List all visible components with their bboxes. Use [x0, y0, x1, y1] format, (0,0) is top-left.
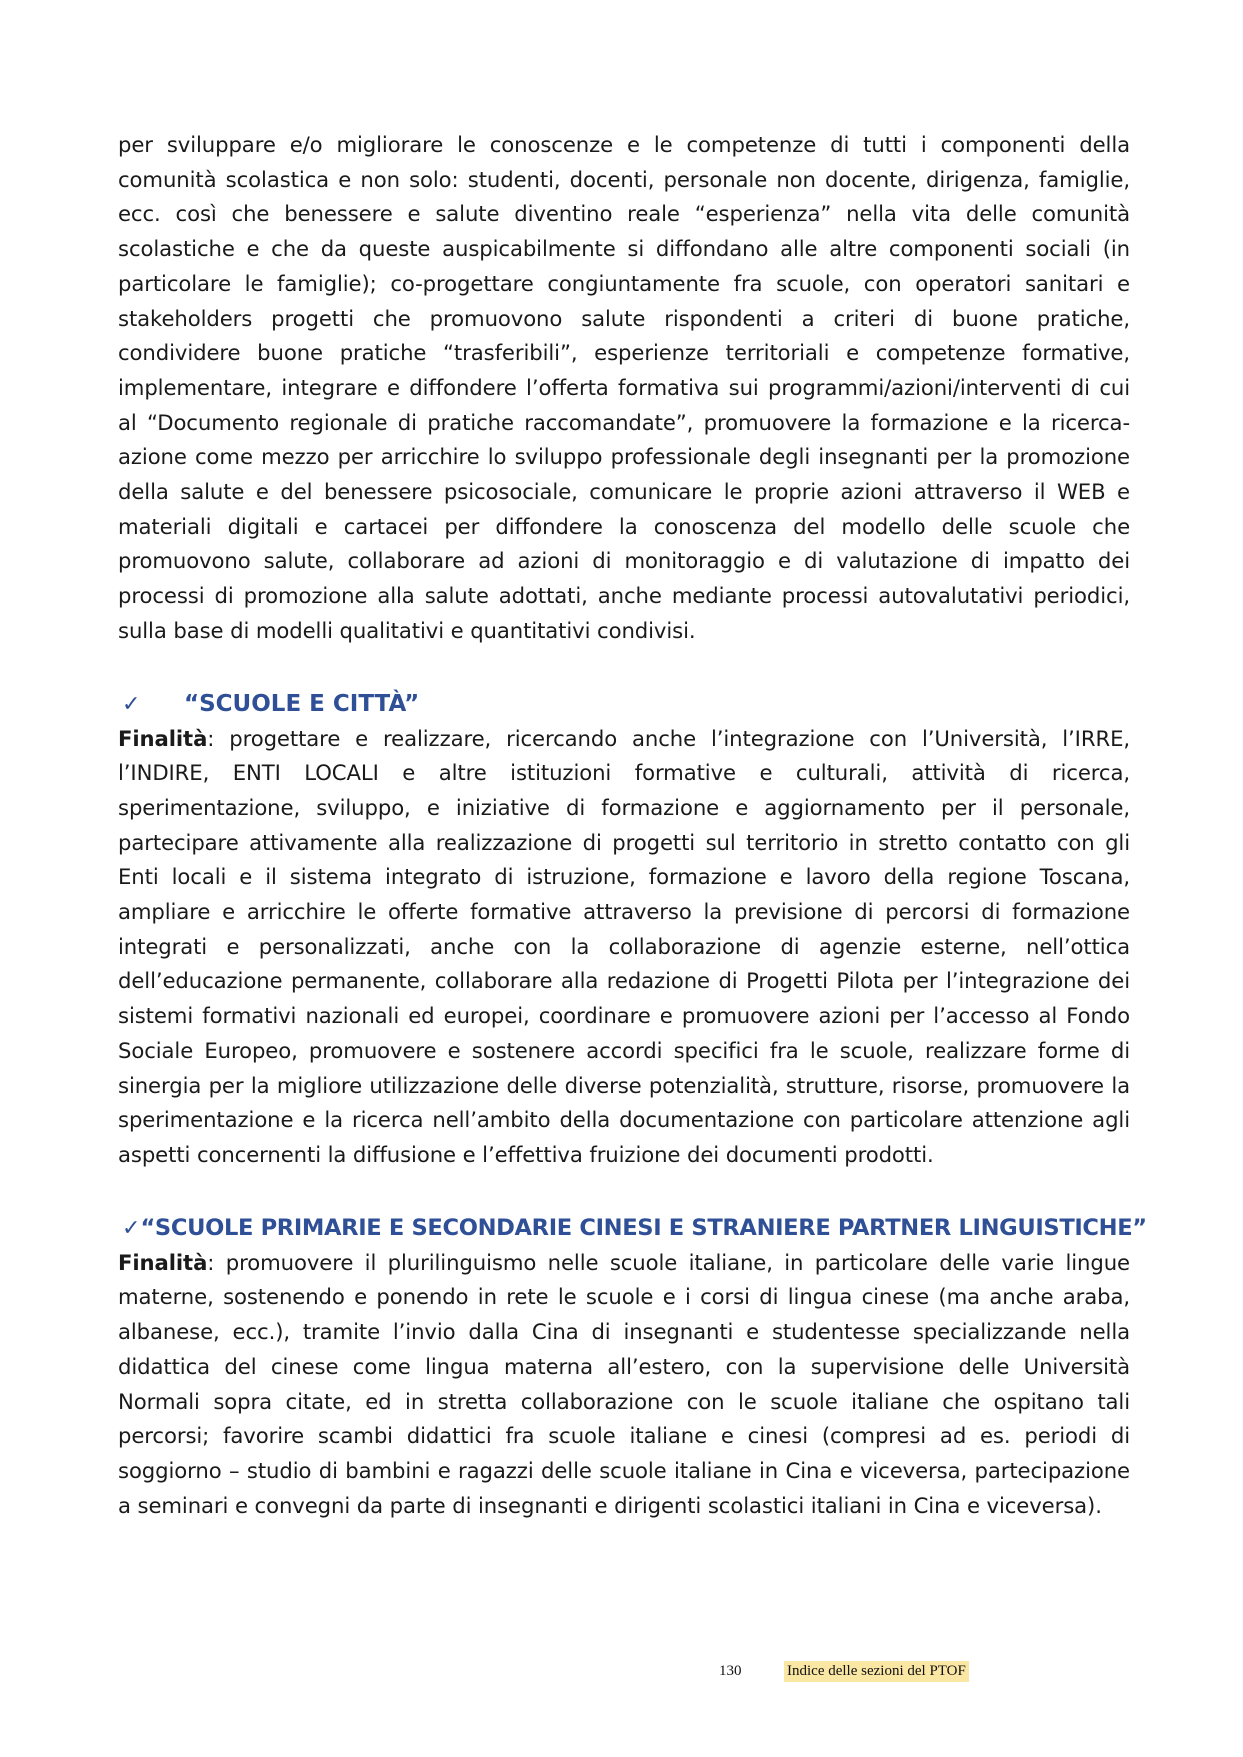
section-body: : promuovere il plurilinguismo nelle scuole italiane, in particolare delle varie lingue materne, sostenendo e ponendo in rete le scuole e i corsi di lingua cinese (ma anche araba, albanese, ecc.), tramite l’invio dalla Cina di insegnanti e studentesse specializzande nella didattica del cinese come lingua materna all’estero, con la supervisione delle Università Normali sopra citate, ed in stretta collaborazione con le scuole italiane che ospitano tali percorsi; favorire scambi didattici fra scuole italiane e cinesi (compresi ad es. periodi di soggiorno – studio di bambini e ragazzi delle scuole italiane in Cina e viceversa, partecipazione a seminari e convegni da parte di insegnanti e dirigenti scolastici italiani in Cina e viceversa). — [118, 1249, 1130, 1518]
section-scuole-e-citta — [118, 687, 1130, 1173]
section-title: “SCUOLE PRIMARIE E SECONDARIE CINESI E STRANIERE PARTNER LINGUISTICHE” — [140, 1214, 1147, 1241]
checkmark-icon: ✓ — [122, 1215, 141, 1241]
section-paragraph — [118, 722, 1130, 1173]
section-heading — [118, 687, 1130, 722]
section-lead: Finalità — [118, 725, 208, 751]
section-scuole-partner-linguistiche — [118, 1211, 1147, 1524]
intro-paragraph: per sviluppare e/o migliorare le conoscenze e le competenze di tutti i componenti della comunità scolastica e non solo: studenti, docenti, personale non docente, dirigenza, famiglie, ecc. così che benessere e salute diventino reale “esperienza” nella vita delle comunità scolastiche e che da queste auspicabilmente si diffondano alle altre componenti sociali (in particolare le famiglie); co-progettare congiuntamente fra scuole, con operatori sanitari e stakeholders progetti che promuovono salute rispondenti a criteri di buone pratiche, condividere buone pratiche “trasferibili”, esperienze territoriali e competenze formative, implementare, integrare e diffondere l’offerta formativa sui programmi/azioni/interventi di cui al “Documento regionale di pratiche raccomandate”, promuovere la formazione e la ricerca-azione come mezzo per arricchire lo sviluppo professionale degli insegnanti per la promozione della salute e del benessere psicosociale, comunicare le proprie azioni attraverso il WEB e materiali digitali e cartacei per diffondere la conoscenza del modello delle scuole che promuovono salute, collaborare ad azioni di monitoraggio e di valutazione di impatto dei processi di promozione alla salute adottati, anche mediante processi autovalutativi periodici, sulla base di modelli qualitativi e quantitativi condivisi. — [118, 132, 1130, 643]
section-lead: Finalità — [118, 1249, 208, 1275]
page-number: 130 — [719, 1663, 742, 1679]
page-footer — [0, 1661, 1243, 1685]
document-page — [118, 128, 1147, 1523]
ptof-index-link[interactable]: Indice delle sezioni del PTOF — [784, 1661, 969, 1682]
section-body: : progettare e realizzare, ricercando anche l’integrazione con l’Università, l’IRRE, l’INDIRE, ENTI LOCALI e altre istituzioni formative e culturali, attività di ricerca, sperimentazione, sviluppo, e iniziative di formazione e aggiornamento per il personale, partecipare attivamente alla realizzazione di progetti sul territorio in stretto contatto con gli Enti locali e il sistema integrato di istruzione, formazione e lavoro della regione Toscana, ampliare e arricchire le offerte formative attraverso la previsione di percorsi di formazione integrati e personalizzati, anche con la collaborazione di agenzie esterne, nell’ottica dell’educazione permanente, collaborare alla redazione di Progetti Pilota per l’integrazione dei sistemi formativi nazionali ed europei, coordinare e promuovere azioni per l’accesso al Fondo Sociale Europeo, promuovere e sostenere accordi specifici fra le scuole, realizzare forme di sinergia per la migliore utilizzazione delle diverse potenzialità, strutture, risorse, promuovere la sperimentazione e la ricerca nell’ambito della documentazione con particolare attenzione agli aspetti concernenti la diffusione e l’effettiva fruizione dei documenti prodotti. — [118, 725, 1130, 1167]
section-heading — [118, 1211, 1147, 1246]
checkmark-icon: ✓ — [122, 691, 141, 717]
section-title: “SCUOLE E CITTÀ” — [184, 690, 420, 717]
section-paragraph — [118, 1246, 1130, 1524]
